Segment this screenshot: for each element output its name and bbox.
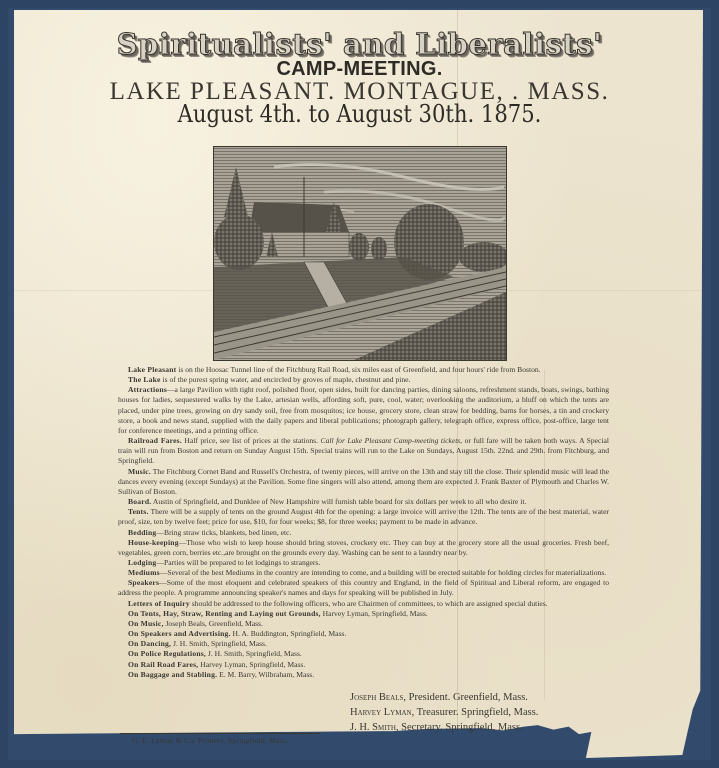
section-lodging: Lodging—Parties will be prepared to let lodgings to strangers. xyxy=(128,557,321,567)
printer-imprint: G. E. Lyman & Co, Printers, Springfield, Mass. xyxy=(132,736,289,745)
officers-list xyxy=(350,690,610,735)
officer-treasurer: Harvey Lyman, Treasurer. Springfield, Mass. xyxy=(350,707,539,718)
printer-rule xyxy=(120,733,320,734)
camp-ground-engraving xyxy=(213,146,507,361)
section-letters-of-inquiry: Letters of Inquiry should be addressed to the following officers, who are Chairmen of committees, to which are assigned special duties. xyxy=(128,598,548,608)
section-railroad-fares: Railroad Fares. Half price, see list of prices at the stations. Call for Lake Pleasant Camp-meeting tickets, or full fare will be taken both ways. A Special train will run from Boston and return on Sunday August 15th. Special trains will run to the Lake on Sundays, August 15th. 22nd. and 29th. from Fitchburg, and Springfield. xyxy=(118,436,609,466)
officer-president: Joseph Beals, President. Greenfield, Mass. xyxy=(350,692,528,703)
committee-item: On Tents, Hay, Straw, Renting and Laying out Grounds, Harvey Lyman, Springfield, Mass. xyxy=(128,608,428,618)
section-the-lake: The Lake is of the purest spring water, and encircled by groves of maple, chestnut and pine. xyxy=(128,375,411,385)
committee-item: On Baggage and Stabling. E. M. Barry, Wilbraham, Mass. xyxy=(128,669,315,679)
section-speakers: Speakers—Some of the most eloquent and celebrated speakers of this country and England, in the field of Spiritual and Liberal reform, are engaged to address the people. A programme announcing speaker's names and days for speaking will be published in July. xyxy=(118,578,609,598)
poster-subtitle: CAMP-MEETING. xyxy=(276,58,443,80)
committee-item: On Speakers and Advertising. H. A. Buddington, Springfield, Mass. xyxy=(128,629,347,639)
committee-item: On Rail Road Fares, Harvey Lyman, Springfield, Mass. xyxy=(128,659,306,669)
committee-item: On Music, Joseph Beals, Greenfield, Mass. xyxy=(128,618,263,628)
section-lake-pleasant: Lake Pleasant is on the Hoosac Tunnel line of the Fitchburg Rail Road, six miles east of Greenfield, and four hours' ride from Boston. xyxy=(128,365,541,374)
poster-dates: August 4th. to August 30th. 1875. xyxy=(177,100,542,128)
officer-secretary: J. H. Smith, Secretary. Springfield, Mass. xyxy=(350,722,523,733)
poster-body xyxy=(118,365,609,680)
section-house-keeping: House-keeping—Those who wish to keep house should bring stoves, crockery etc. They can buy at the grocery store all the usual groceries. Fresh beef, vegetables, green corn, berries etc.,are brought on the grounds every day. Washing can be sent to a laundry near by. xyxy=(118,537,609,557)
section-tents: Tents. There will be a supply of tents on the ground August 4th for the opening: a large invoice will arrive the 12th. The tents are of the best material, water proof, size, ten by twelve feet; price for use, $10, for four weeks; $8, for three weeks; payment to be made in advance. xyxy=(118,507,609,527)
section-bedding: Bedding—Bring straw ticks, blankets, bed linen, etc. xyxy=(128,527,292,537)
section-attractions: Attractions—a large Pavilion with tight roof, polished floor, open sides, built for dancing parties, dining saloons, refreshment stands, boats, swings, bathing houses for ladies, sequestered walks by the Lake, artesian wells, affording soft, pure, cool, water; overlooking the auditorium, a bluff on which the tents are placed, under pine trees, growing on dry sandy soil, free from mosquitos; ice house, grocery store, clean straw for bedding, barns for horses, a tin and crockery store, a book and news stand, supplied with the daily papers and liberal publications; photograph gallery, telegraph office, express office, post-office, large tent for conference meetings, and a printing office. xyxy=(118,385,609,435)
section-mediums: Mediums—Several of the best Mediums in the country are intending to come, and a building will be erected suitable for holding circles for materializations. xyxy=(128,568,607,578)
poster-title: Spiritualists' and Liberalists' xyxy=(116,27,603,61)
committee-item: On Police Regulations, J. H. Smith, Springfield, Mass. xyxy=(128,649,302,659)
committee-item: On Dancing, J. H. Smith, Springfield, Mass. xyxy=(128,639,267,649)
poster-location: LAKE PLEASANT. MONTAGUE, . MASS. xyxy=(109,78,610,105)
section-music: Music. The Fitchburg Cornet Band and Russell's Orchestra, of twenty pieces, will arrive on the 13th and stay till the close. Their splendid music will lead the dances every evening (except Sundays) at the Pavilion. Some fine singers will also attend, among them are expected J. Frank Baxter of Plymouth and Charles W. Sullivan of Boston. xyxy=(118,466,609,496)
section-board: Board. Austin of Springfield, and Dunklee of New Hampshire will furnish table board for six dollars per week to all who desire it. xyxy=(128,497,527,507)
